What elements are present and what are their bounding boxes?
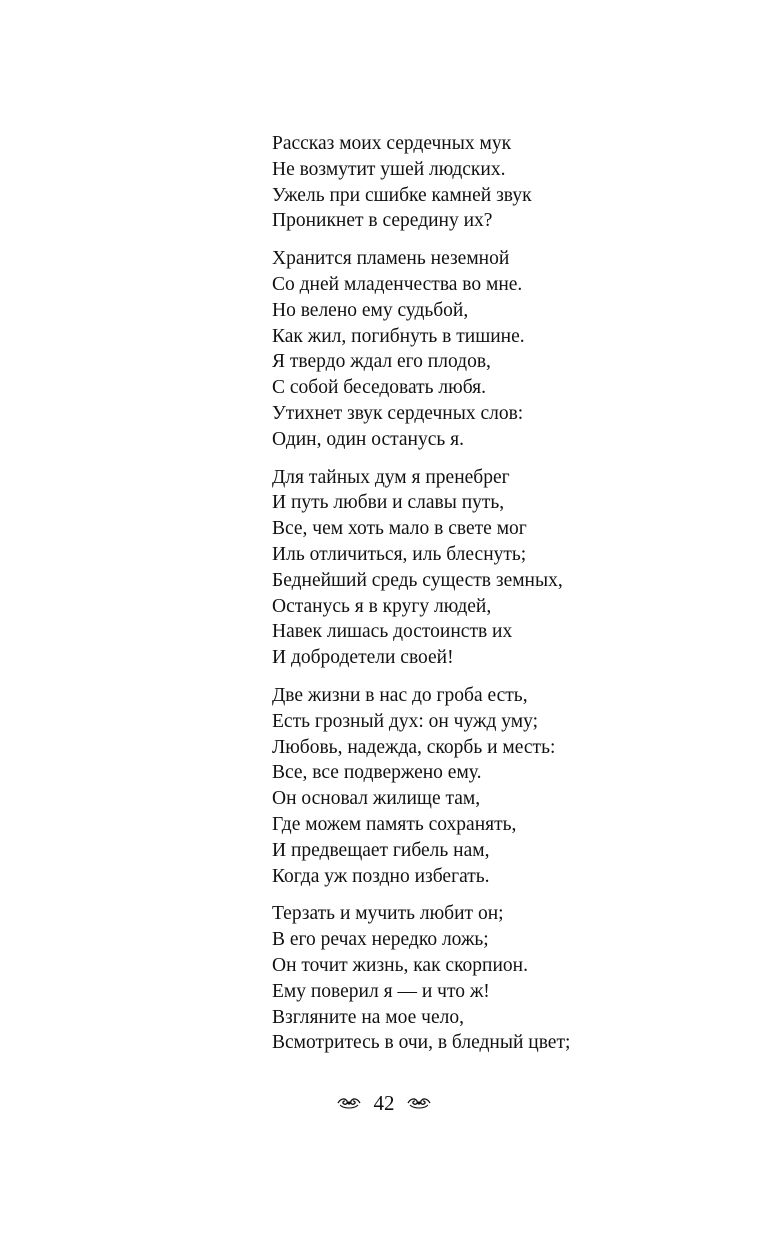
poem-line: Где можем память сохранять, (272, 813, 517, 835)
poem-line: Взгляните на мое чело, (272, 1006, 464, 1028)
stanza (272, 246, 732, 452)
poem-line: Он основал жилище там, (272, 788, 481, 810)
poem-line: Как жил, погибнуть в тишине. (272, 325, 525, 347)
poem-text (272, 131, 732, 1068)
poem-line: Рассказ моих сердечных мук (272, 133, 512, 154)
poem-line: Для тайных дум я пренебрег (272, 466, 510, 488)
poem-line: Но велено ему судьбой, (272, 299, 469, 321)
poem-line: Со дней младенчества во мне. (272, 273, 523, 295)
poem-line: И предвещает гибель нам, (272, 839, 490, 861)
right-fleuron-icon (406, 1095, 432, 1111)
poem-line: Всмотритесь в очи, в бледный цвет; (272, 1032, 571, 1054)
poem-line: Останусь я в кругу людей, (272, 595, 492, 617)
page-number: 42 (373, 1091, 395, 1116)
poem-line: И добродетели своей! (272, 647, 454, 669)
stanza (272, 465, 732, 671)
poem-line: Беднейший средь существ земных, (272, 569, 563, 591)
left-fleuron-icon (336, 1095, 362, 1111)
poem-line: Один, один останусь я. (272, 428, 464, 450)
stanza (272, 131, 732, 234)
poem-line: В его речах нередко ложь; (272, 929, 489, 951)
poem-line: Есть грозный дух: он чужд уму; (272, 710, 538, 732)
poem-line: Навек лишась достоинств их (272, 621, 513, 643)
poem-line: Ему поверил я — и что ж! (272, 980, 490, 1002)
poem-line: Терзать и мучить любит он; (272, 903, 504, 925)
poem-line: Проникнет в середину их? (272, 210, 493, 232)
stanza (272, 901, 732, 1056)
poem-line: Все, все подвержено ему. (272, 762, 482, 784)
page-footer (0, 1086, 768, 1118)
poem-line: Любовь, надежда, скорбь и месть: (272, 736, 556, 758)
poem-line: Утихнет звук сердечных слов: (272, 402, 524, 424)
stanza (272, 683, 732, 889)
poem-line: Две жизни в нас до гроба есть, (272, 684, 528, 706)
poem-line: Иль отличиться, иль блеснуть; (272, 543, 527, 565)
poem-line: Ужель при сшибке камней звук (272, 184, 532, 206)
poem-line: Все, чем хоть мало в свете мог (272, 518, 527, 540)
poem-line: Когда уж поздно избегать. (272, 865, 490, 887)
poem-line: Не возмутит ушей людских. (272, 158, 506, 180)
poem-line: Я твердо ждал его плодов, (272, 351, 491, 373)
poem-line: Хранится пламень неземной (272, 248, 510, 270)
poem-line: И путь любви и славы путь, (272, 492, 505, 514)
poem-line: Он точит жизнь, как скорпион. (272, 954, 528, 976)
poem-line: С собой беседовать любя. (272, 377, 487, 399)
